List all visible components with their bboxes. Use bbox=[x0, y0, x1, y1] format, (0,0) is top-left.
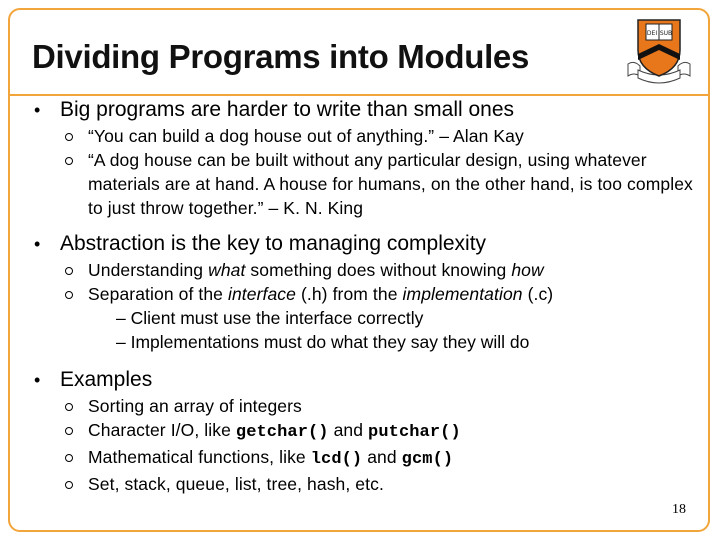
svg-text:DEI: DEI bbox=[646, 30, 658, 37]
ring-bullet-icon bbox=[65, 157, 73, 165]
sub-list bbox=[28, 124, 700, 220]
list-item bbox=[28, 124, 700, 148]
sub-list bbox=[28, 258, 700, 354]
ring-bullet-icon bbox=[65, 403, 73, 411]
list-item-text: Sorting an array of integers bbox=[88, 396, 302, 416]
emphasis-text: how bbox=[511, 260, 544, 280]
nested-list-item-text: – Implementations must do what they say they will do bbox=[116, 332, 530, 352]
ring-bullet-icon bbox=[65, 267, 73, 275]
emphasis-text: what bbox=[208, 260, 246, 280]
ring-bullet-icon bbox=[65, 427, 73, 435]
text-run: Understanding bbox=[88, 260, 209, 280]
ring-bullet-icon bbox=[65, 291, 73, 299]
text-run: and bbox=[362, 447, 402, 467]
list-item bbox=[28, 282, 700, 306]
code-text: gcm() bbox=[401, 450, 454, 469]
sub-list bbox=[28, 394, 700, 496]
ring-bullet-icon bbox=[65, 481, 73, 489]
bullet-dot-icon: • bbox=[34, 370, 41, 390]
code-text: lcd() bbox=[310, 450, 363, 469]
list-item-text: “You can build a dog house out of anything.” – Alan Kay bbox=[88, 126, 524, 146]
bullet-heading bbox=[28, 98, 700, 122]
text-run: Separation of the bbox=[88, 284, 228, 304]
nested-list-item-text: – Client must use the interface correctly bbox=[116, 308, 424, 328]
svg-text:SUB: SUB bbox=[659, 30, 673, 37]
section-big-programs bbox=[28, 98, 700, 220]
section-abstraction bbox=[28, 232, 700, 354]
bullet-dot-icon: • bbox=[34, 234, 41, 254]
text-run: (.h) from the bbox=[296, 284, 403, 304]
list-item bbox=[28, 472, 700, 496]
list-item bbox=[28, 418, 700, 445]
page-number: 18 bbox=[672, 502, 686, 517]
text-run: something does without knowing bbox=[245, 260, 512, 280]
ring-bullet-icon bbox=[65, 454, 73, 462]
text-run: (.c) bbox=[522, 284, 554, 304]
list-item-text: “A dog house can be built without any particular design, using whatever materials are at hand. A house for humans, on the other hand, is too complex to just throw together.” – K. N. King bbox=[88, 150, 693, 218]
bullet-heading bbox=[28, 232, 700, 256]
bullet-dot-icon: • bbox=[34, 100, 41, 120]
bullet-heading bbox=[28, 368, 700, 392]
text-run: Mathematical functions, like bbox=[88, 447, 311, 467]
bullet-text: Examples bbox=[60, 368, 153, 391]
emphasis-text: interface bbox=[227, 284, 296, 304]
list-item-text: Set, stack, queue, list, tree, hash, etc. bbox=[88, 474, 384, 494]
nested-list-item bbox=[28, 330, 700, 354]
bullet-text: Big programs are harder to write than small ones bbox=[60, 98, 515, 121]
list-item bbox=[28, 445, 700, 472]
list-item bbox=[28, 258, 700, 282]
text-run: and bbox=[328, 420, 369, 440]
list-item bbox=[28, 148, 700, 220]
emphasis-text: implementation bbox=[402, 284, 523, 304]
title-bar bbox=[8, 8, 710, 96]
ring-bullet-icon bbox=[65, 133, 73, 141]
section-examples bbox=[28, 368, 700, 496]
code-text: getchar() bbox=[235, 423, 329, 442]
slide-title: Dividing Programs into Modules bbox=[32, 38, 530, 75]
bullet-text: Abstraction is the key to managing complexity bbox=[60, 232, 487, 255]
nested-list-item bbox=[28, 306, 700, 330]
list-item bbox=[28, 394, 700, 418]
princeton-shield-icon bbox=[624, 14, 694, 90]
text-run: Character I/O, like bbox=[88, 420, 236, 440]
code-text: putchar() bbox=[368, 423, 461, 442]
